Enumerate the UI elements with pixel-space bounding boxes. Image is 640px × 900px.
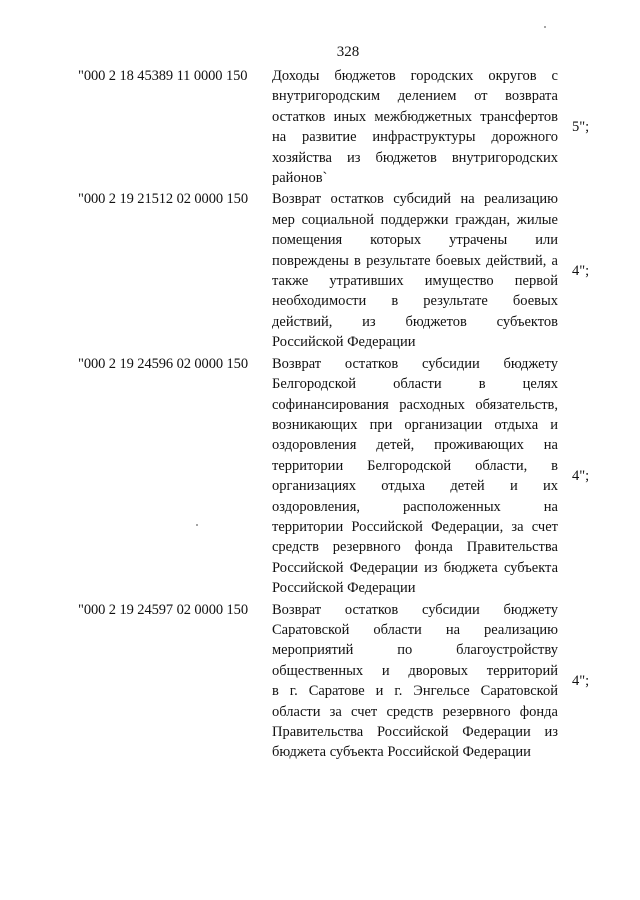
description-line: мероприятий по благоустройству [272, 642, 558, 659]
description-line: оздоровления, расположенных на [272, 498, 558, 515]
description-line: Возврат остатков субсидий на реализацию [272, 191, 558, 208]
description-line: организациях отдыха детей и их [272, 478, 558, 495]
description-line: территории Российской Федерации, за счет [272, 518, 558, 535]
description-line: Доходы бюджетов городских округов с [272, 68, 558, 84]
description-line: Российской Федерации [272, 580, 416, 597]
budget-code-entry [78, 189, 618, 352]
entry-suffix: 4"; [572, 672, 590, 689]
budget-classification-code: "000 2 18 45389 11 0000 150 [78, 68, 248, 84]
code-description [272, 600, 558, 763]
description-line: средств резервного фонда Правительства [272, 539, 558, 556]
budget-code-list [78, 66, 618, 764]
budget-code-entry [78, 66, 618, 188]
code-description [272, 189, 558, 352]
description-line: Правительства Российской Федерации из [272, 724, 558, 740]
description-line: также утративших имущество первой [272, 273, 558, 290]
description-line: в г. Саратове и г. Энгельсе Саратовской [272, 683, 558, 700]
code-description [272, 66, 558, 188]
scan-speck [196, 524, 198, 526]
description-line: остатков иных межбюджетных трансфертов [272, 108, 558, 125]
description-line: Саратовской области на реализацию [272, 621, 558, 638]
entry-suffix: 4"; [572, 467, 590, 484]
description-line: общественных и дворовых территорий [272, 662, 558, 679]
description-line: необходимости в результате боевых [272, 293, 558, 310]
description-line: возникающих при организации отдыха и [272, 416, 558, 433]
description-line: внутригородским делением от возврата [272, 88, 558, 105]
description-line: софинансирования расходных обязательств, [272, 396, 558, 413]
description-line: оздоровления детей, проживающих на [272, 437, 558, 454]
budget-code-entry [78, 354, 618, 599]
description-line: хозяйства из бюджетов внутригородских [272, 149, 558, 166]
description-line: Белгородской области в целях [272, 376, 558, 393]
budget-code-entry [78, 600, 618, 763]
description-line: Российской Федерации из бюджета субъекта [272, 559, 558, 576]
budget-classification-code: "000 2 19 21512 02 0000 150 [78, 191, 248, 208]
page-number: 328 [336, 44, 360, 60]
description-line: области за счет средств резервного фонда [272, 703, 558, 720]
budget-classification-code: "000 2 19 24597 02 0000 150 [78, 601, 248, 618]
description-line: районов` [272, 170, 328, 187]
description-line: повреждены в результате боевых действий, а [272, 252, 558, 269]
code-description [272, 354, 558, 599]
budget-classification-code: "000 2 19 24596 02 0000 150 [78, 355, 248, 372]
description-line: Российской Федерации [272, 334, 416, 351]
entry-suffix: 4"; [572, 262, 590, 279]
description-line: мер социальной поддержки граждан, жилые [272, 211, 558, 228]
description-line: территории Белгородской области, в [272, 457, 558, 474]
description-line: действий, из бюджетов субъектов [272, 313, 558, 330]
description-line: бюджета субъекта Российской Федерации [272, 744, 531, 761]
entry-suffix: 5"; [572, 118, 590, 135]
scan-speck [544, 26, 546, 28]
description-line: на развитие инфраструктуры дорожного [272, 129, 558, 146]
description-line: Возврат остатков субсидии бюджету [272, 355, 558, 372]
description-line: помещения которых утрачены или [272, 232, 558, 249]
description-line: Возврат остатков субсидии бюджету [272, 601, 558, 618]
